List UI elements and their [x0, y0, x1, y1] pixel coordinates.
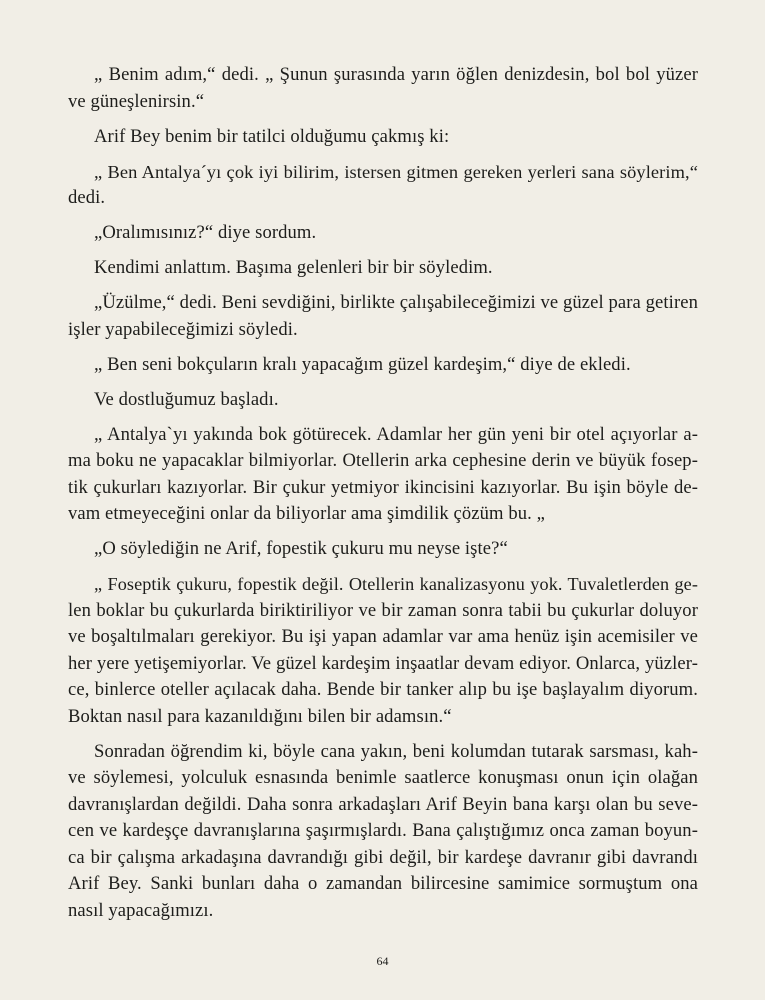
- text-line: ce, binlerce oteller açılacak daha. Bende bir tanker alıp bu işe başlayalım diyorum.: [68, 679, 698, 700]
- text-line: Kendimi anlattım. Başıma gelenleri bir bir söyledim.: [94, 257, 493, 278]
- paragraph: [68, 739, 698, 925]
- text-line: işler yapabileceğimizi söyledi.: [68, 318, 298, 340]
- text-line: Ve dostluğumuz başladı.: [94, 388, 279, 410]
- text-line: „Üzülme,“ dedi. Beni sevdiğini, birlikte çalışabileceğimizi ve güzel para getiren: [94, 292, 698, 313]
- text-line: Arif Bey. Sanki bunları daha o zamandan bilircesine samimice sormuştum ona: [68, 873, 698, 894]
- text-line: „Oralımısınız?“ diye sordum.: [94, 222, 317, 243]
- paragraph: [68, 422, 698, 528]
- text-line: Arif Bey benim bir tatilci olduğumu çakmış ki:: [94, 125, 450, 147]
- paragraph: [68, 290, 698, 343]
- paragraph: [68, 571, 698, 730]
- text-line: vam etmeyeceğini onlar da biliyorlar ama şimdilik çözüm bu. „: [68, 503, 545, 524]
- text-line: Boktan nasıl para kazanıldığını bilen bir adamsın.“: [68, 705, 452, 727]
- paragraph: [68, 159, 698, 212]
- paragraph: [68, 255, 698, 282]
- body-text: [68, 62, 698, 933]
- text-line: dedi.: [68, 187, 106, 208]
- text-line: „ Foseptik çukuru, fopestik değil. Otellerin kanalizasyonu yok. Tuvaletlerden ge-: [94, 574, 698, 594]
- paragraph: [68, 124, 698, 151]
- text-line: tik çukurları kazıyorlar. Bir çukur yetmiyor ikincisini kazıyorlar. Bu işin böyle de-: [68, 476, 698, 498]
- text-line: „O söylediğin ne Arif, fopestik çukuru mu neyse işte?“: [94, 538, 508, 559]
- text-line: „ Antalya`yı yakında bok götürecek. Adamlar her gün yeni bir otel açıyorlar a-: [94, 423, 698, 445]
- paragraph: [68, 62, 698, 115]
- page-number: 64: [376, 954, 389, 968]
- text-line: ve boşaltılmaları gerekiyor. Bu işi yapan adamlar var ama henüz işin acemisiler ve: [68, 626, 698, 647]
- paragraph: [68, 352, 698, 379]
- text-line: cen ve kardeşçe davranışlarına şaşırmışlardı. Bana çalıştığımız onca zaman boyun-: [68, 820, 698, 841]
- text-line: nasıl yapacağımızı.: [68, 899, 214, 921]
- text-line: Sonradan öğrendim ki, böyle cana yakın, beni kolumdan tutarak sarsması, kah-: [94, 740, 698, 762]
- text-line: her yere yetişemiyorlar. Ve güzel kardeşim inşaatlar devam ediyor. Onlarca, yüzler-: [68, 652, 698, 674]
- paragraph: [68, 220, 698, 247]
- text-line: davranışlardan değildi. Daha sonra arkadaşları Arif Beyin bana karşı olan bu seve-: [68, 793, 698, 815]
- text-line: ve güneşlenirsin.“: [68, 90, 205, 112]
- paragraph: [68, 387, 698, 414]
- text-line: ve söylemesi, yolculuk esnasında benimle saatlerce konuşması onun için olağan: [68, 767, 698, 788]
- text-line: ca bir çalışma arkadaşına davrandığı gibi değil, bir kardeşe davranır gibi davrandı: [68, 846, 698, 868]
- text-line: ma boku ne yapacaklar bilmiyorlar. Otellerin arka cephesine derin ve büyük fosep-: [68, 450, 698, 471]
- paragraph: [68, 536, 698, 563]
- text-line: „ Benim adım,“ dedi. „ Şunun şurasında yarın öğlen denizdesin, bol bol yüzer: [94, 64, 698, 85]
- text-line: len boklar bu çukurlarda biriktiriliyor ve bir zaman sonra tabii bu çukurlar doluyor: [68, 599, 698, 621]
- text-line: „ Ben Antalya´yı çok iyi bilirim, istersen gitmen gereken yerleri sana söylerim,“: [94, 161, 698, 182]
- text-line: „ Ben seni bokçuların kralı yapacağım güzel kardeşim,“ diye de ekledi.: [94, 353, 631, 375]
